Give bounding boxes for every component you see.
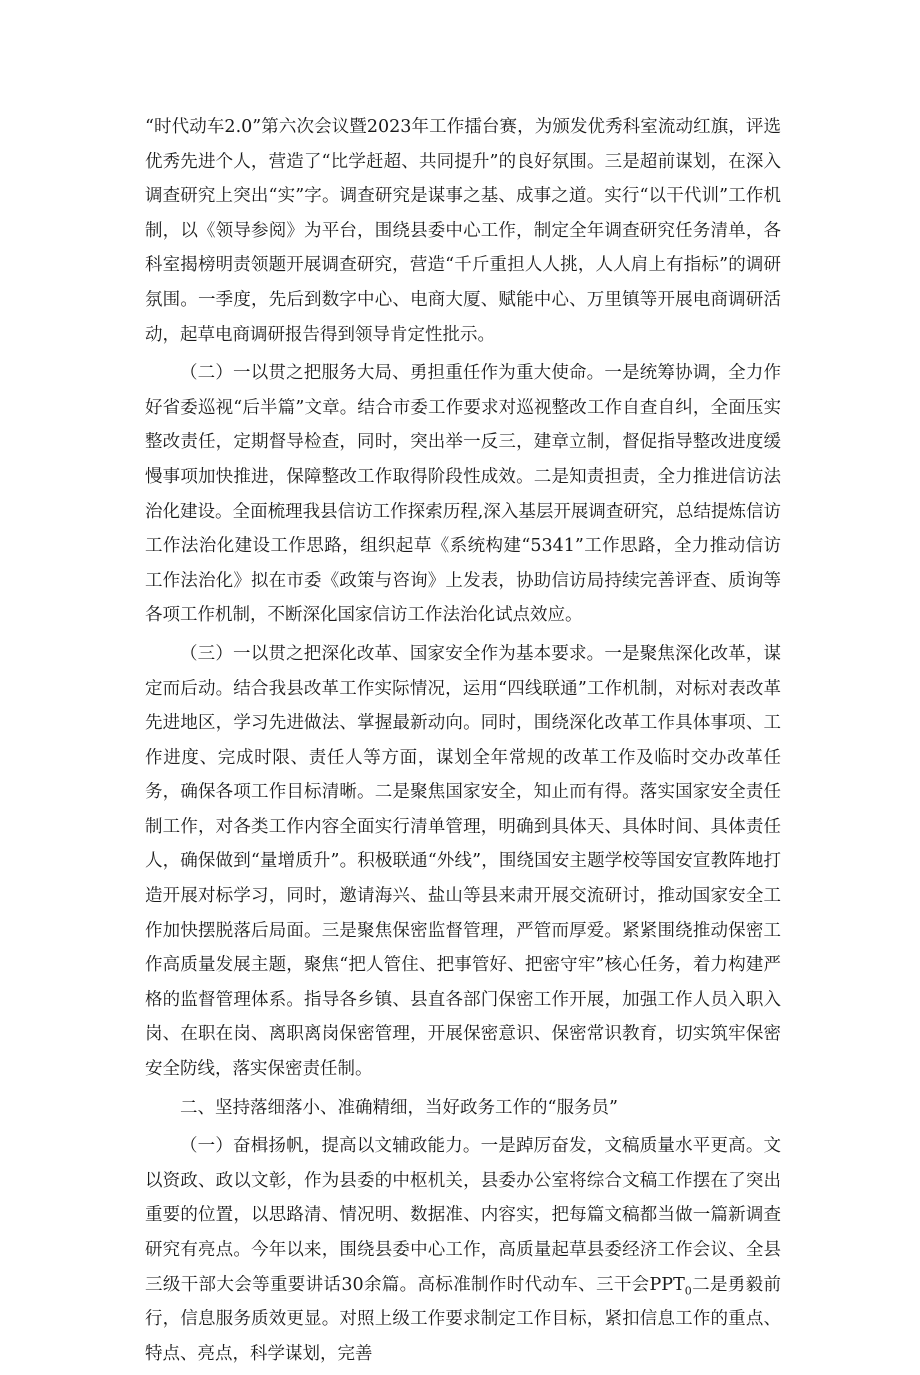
paragraph-section-2: （二）一以贯之把服务大局、勇担重任作为重大使命。一是统筹协调，全力作好省委巡视“后半篇”文章。结合市委工作要求对巡视整改工作自查自纠，全面压实整改责任，定期督导检查，同时，突出举一反三，建章立制，督促指导整改进度缓慢事项加快推进，保障整改工作取得阶段性成效。二是知责担责，全力推进信访法治化建设。全面梳理我县信访工作探索历程,深入基层开展调查研究，总结提炼信访工作法治化建设工作思路，组织起草《系统构建“5341”工作思路，全力推动信访工作法治化》拟在市委《政策与咨询》上发表，协助信访局持续完善评查、质询等各项工作机制，不断深化国家信访工作法治化试点效应。 [145,363,781,626]
document-body [145,110,781,1375]
paragraph-text-part-1: （一）奋楫扬帆，提高以文辅政能力。一是踔厉奋发，文稿质量水平更高。文以资政、政以文彰，作为县委的中枢机关，县委办公室将综合文稿工作摆在了突出重要的位置，以思路清、情况明、数据准、内容实，把每篇文稿都当做一篇新调查研究有亮点。今年以来，围绕县委中心工作，高质量起草县委经济工作会议、全县三级干部大会等重要讲话30余篇。高标准制作时代动车、三干会PPT [145,1136,781,1295]
paragraph-text-part-2: 二是勇毅前行，信息服务质效更显。对照上级工作要求制定工作目标，紧扣信息工作的重点、特点、亮点，科学谋划，完善 [145,1274,781,1364]
paragraph-intro-continuation: “时代动车2.0”第六次会议暨2023年工作擂台赛，为颁发优秀科室流动红旗，评选优秀先进个人，营造了“比学赶超、共同提升”的良好氛围。三是超前谋划，在深入调查研究上突出“实”字。调查研究是谋事之基、成事之道。实行“以干代训”工作机制，以《领导参阅》为平台，围绕县委中心工作，制定全年调查研究任务清单，各科室揭榜明责领题开展调查研究，营造“千斤重担人人挑，人人肩上有指标”的调研氛围。一季度，先后到数字中心、电商大厦、赋能中心、万里镇等开展电商调研活动，起草电商调研报告得到领导肯定性批示。 [145,117,781,345]
section-heading-two: 二、坚持落细落小、准确精细，当好政务工作的“服务员” [180,1097,618,1118]
subscript-mark: 0 [684,1284,692,1298]
paragraph-subsection-1 [145,1129,781,1371]
paragraph-section-3: （三）一以贯之把深化改革、国家安全作为基本要求。一是聚焦深化改革，谋定而后动。结合我县改革工作实际情况，运用“四线联通”工作机制，对标对表改革先进地区，学习先进做法、掌握最新动向。同时，围绕深化改革工作具体事项、工作进度、完成时限、责任人等方面，谋划全年常规的改革工作及临时交办改革任务，确保各项工作目标清晰。二是聚焦国家安全，知止而有得。落实国家安全责任制工作，对各类工作内容全面实行清单管理，明确到具体天、具体时间、具体责任人，确保做到“量增质升”。积极联通“外线”，围绕国安主题学校等国安宣教阵地打造开展对标学习，同时，邀请海兴、盐山等县来肃开展交流研讨，推动国家安全工作加快摆脱落后局面。三是聚焦保密监督管理，严管而厚爱。紧紧围绕推动保密工作高质量发展主题，聚焦“把人管住、把事管好、把密守牢”核心任务，着力构建严格的监督管理体系。指导各乡镇、县直各部门保密工作开展，加强工作人员入职入岗、在职在岗、离职离岗保密管理，开展保密意识、保密常识教育，切实筑牢保密安全防线，落实保密责任制。 [145,643,781,1080]
